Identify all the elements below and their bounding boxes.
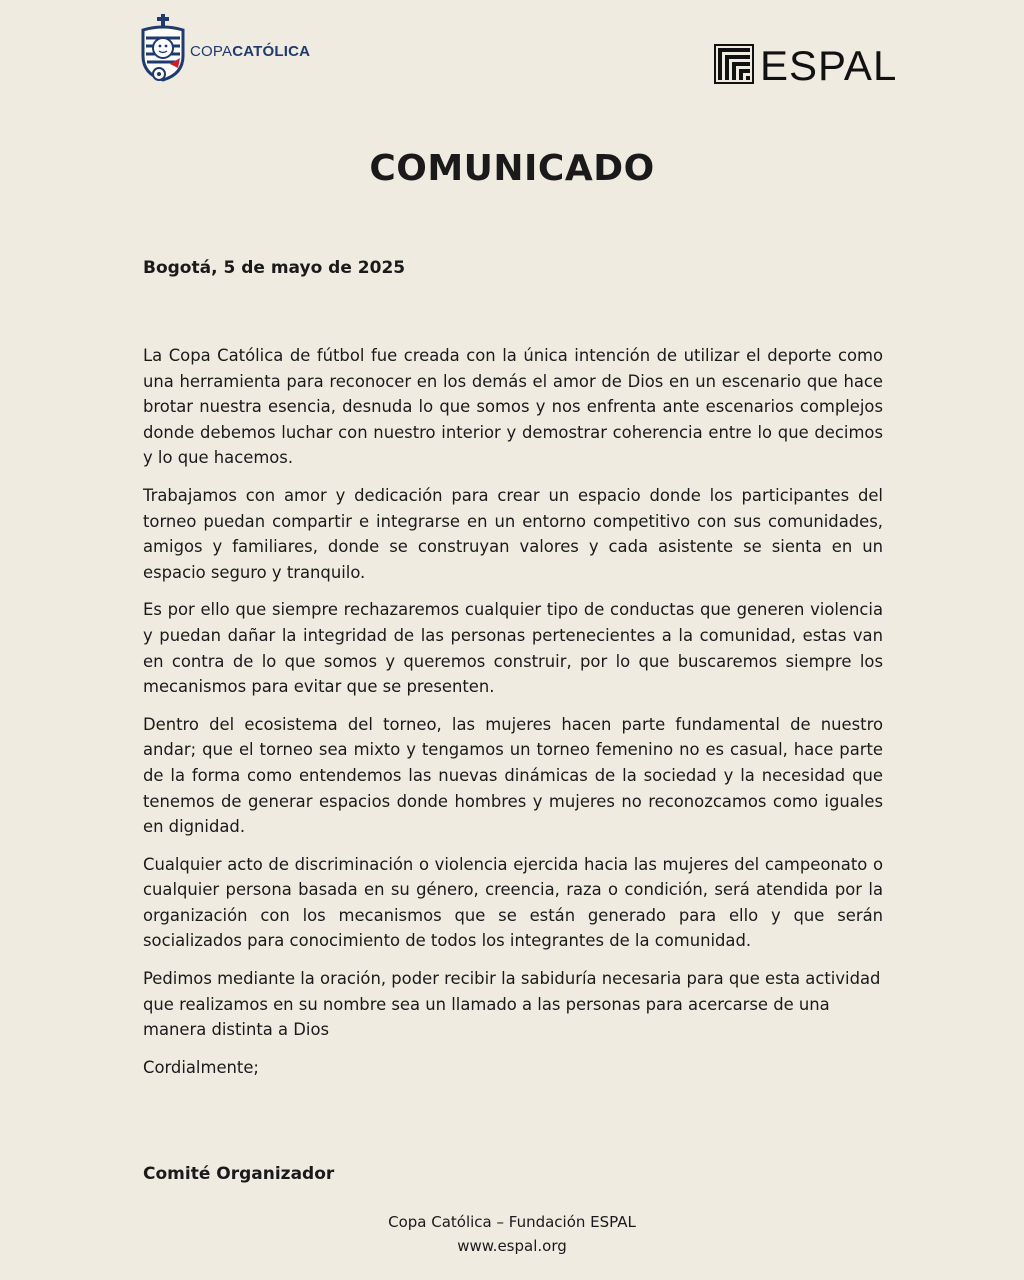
espal-wordmark: ESPAL (760, 42, 898, 89)
paragraph-4: Dentro del ecosistema del torneo, las mujeres hacen parte fundamental de nuestro andar; que el torneo sea mixto y tengamos un torneo femenino no es casual, hace parte de la forma como entendemos las nuevas dinámicas de la sociedad y la necesidad que tenemos de generar espacios donde hombres y mujeres no reconozcamos como iguales en dignidad. (143, 714, 883, 837)
footer-organization: Copa Católica – Fundación ESPAL (388, 1213, 636, 1231)
footer (0, 1210, 1024, 1258)
document-title: COMUNICADO (369, 148, 655, 189)
espal-logo (714, 44, 897, 88)
paragraph-3: Es por ello que siempre rechazaremos cualquier tipo de conductas que generen violencia y puedan dañar la integridad de las personas pertenecientes a la comunidad, estas van en contra de lo que somos y queremos construir, por lo que buscaremos siempre los mecanismos para evitar que se presenten. (143, 600, 883, 697)
copa-catolica-wordmark (190, 43, 310, 60)
closing-salutation: Cordialmente; (143, 1057, 259, 1077)
paragraph-6: Pedimos mediante la oración, poder recibir la sabiduría necesaria para que esta actividad que realizamos en su nombre sea un llamado a las personas para acercarse de una manera distinta a Dios (143, 969, 881, 1040)
paragraph-5: Cualquier acto de discriminación o violencia ejercida hacia las mujeres del campeonato o cualquier persona basada en su género, creencia, raza o condición, será atendida por la organización con los mecanismos que se están generado para ello y que serán socializados para conocimiento de todos los integrantes de la comunidad. (143, 854, 883, 951)
paragraph-1: La Copa Católica de fútbol fue creada con la única intención de utilizar el deporte como una herramienta para reconocer en los demás el amor de Dios en un escenario que hace brotar nuestra esencia, desnuda lo que somos y nos enfrenta ante escenarios complejos donde debemos luchar con nuestro interior y demostrar coherencia entre lo que decimos y lo que hacemos. (143, 346, 883, 468)
copa-catolica-logo (140, 14, 310, 88)
copa-catolica-crest-icon (140, 14, 186, 88)
footer-website-link[interactable]: www.espal.org (457, 1237, 567, 1255)
document-date: Bogotá, 5 de mayo de 2025 (143, 258, 406, 278)
paragraph-2: Trabajamos con amor y dedicación para crear un espacio donde los participantes del torneo puedan compartir e integrarse en un entorno competitivo con sus comunidades, amigos y familiares, donde se construyan valores y cada asistente se sienta en un espacio seguro y tranquilo. (143, 485, 883, 582)
document-body (143, 343, 883, 1092)
brand-bold-text: CATÓLICA (232, 42, 311, 60)
brand-regular-text: COPA (190, 42, 233, 60)
signature-block: Comité Organizador (143, 1164, 335, 1184)
espal-square-mark-icon (714, 44, 754, 88)
